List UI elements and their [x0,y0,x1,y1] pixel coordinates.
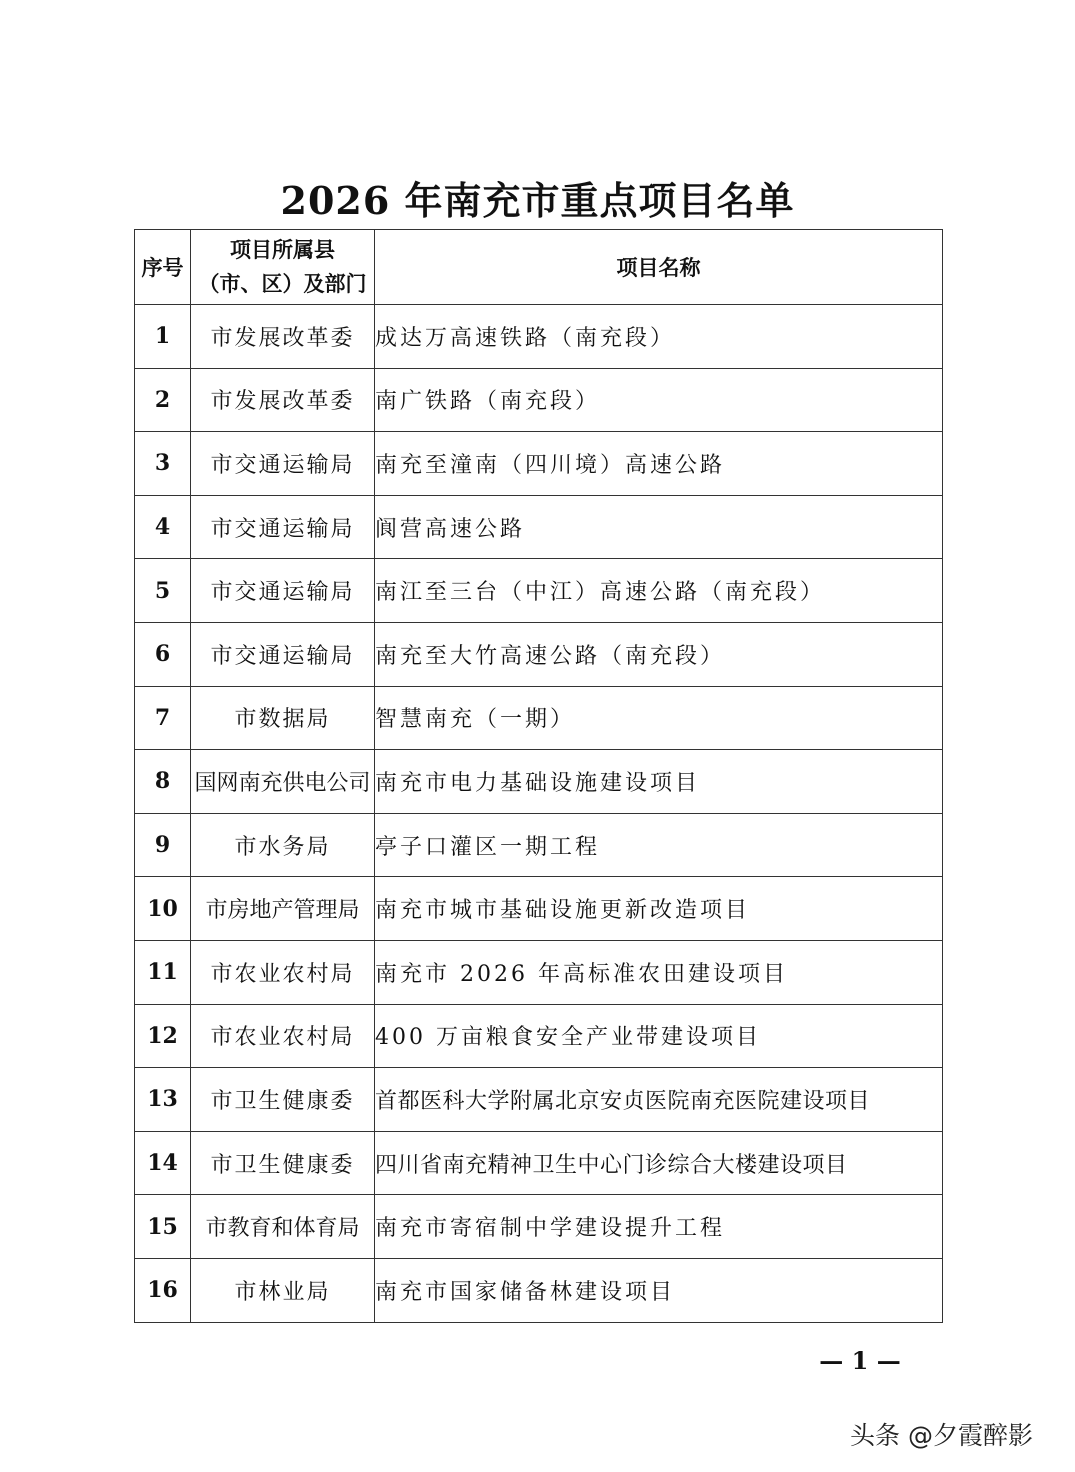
row-project-name: 南充市寄宿制中学建设提升工程 [375,1195,943,1259]
row-serial-number: 12 [135,1004,191,1068]
table-row [135,432,943,496]
table-row [135,495,943,559]
row-project-name: 南充市 2026 年高标准农田建设项目 [375,940,943,1004]
row-serial-number: 16 [135,1258,191,1322]
watermark-text: 头条 @夕霞醉影 [850,1421,1033,1450]
row-department: 市数据局 [191,686,375,750]
table-row [135,686,943,750]
header-department-line2: （市、区）及部门 [198,272,367,296]
row-department: 市房地产管理局 [191,877,375,941]
page-number: — 1 — [819,1346,901,1375]
table-row [135,940,943,1004]
row-project-name: 南充市城市基础设施更新改造项目 [375,877,943,941]
row-department: 市交通运输局 [191,622,375,686]
row-serial-number: 3 [135,432,191,496]
table-row [135,1004,943,1068]
row-project-name: 四川省南充精神卫生中心门诊综合大楼建设项目 [375,1131,943,1195]
row-serial-number: 1 [135,305,191,369]
row-serial-number: 15 [135,1195,191,1259]
row-department: 市卫生健康委 [191,1131,375,1195]
row-serial-number: 13 [135,1068,191,1132]
row-department: 市农业农村局 [191,1004,375,1068]
row-department: 市发展改革委 [191,368,375,432]
row-department: 市林业局 [191,1258,375,1322]
row-project-name: 南充市国家储备林建设项目 [375,1258,943,1322]
row-project-name: 南江至三台（中江）高速公路（南充段） [375,559,943,623]
row-serial-number: 10 [135,877,191,941]
row-department: 市农业农村局 [191,940,375,1004]
row-serial-number: 5 [135,559,191,623]
row-project-name: 阆营高速公路 [375,495,943,559]
table-row [135,1068,943,1132]
row-project-name: 南充至潼南（四川境）高速公路 [375,432,943,496]
row-serial-number: 8 [135,750,191,814]
document-title: 2026 年南充市重点项目名单 [280,178,795,223]
row-serial-number: 14 [135,1131,191,1195]
row-project-name: 南充至大竹高速公路（南充段） [375,622,943,686]
row-serial-number: 2 [135,368,191,432]
row-department: 市交通运输局 [191,495,375,559]
header-department-line1: 项目所属县 [230,238,335,262]
row-department: 市交通运输局 [191,559,375,623]
table-row [135,1131,943,1195]
row-project-name: 400 万亩粮食安全产业带建设项目 [375,1004,943,1068]
row-department: 市水务局 [191,813,375,877]
table-row [135,305,943,369]
table-row [135,877,943,941]
table-row [135,1195,943,1259]
row-department: 市交通运输局 [191,432,375,496]
row-serial-number: 6 [135,622,191,686]
row-project-name: 成达万高速铁路（南充段） [375,305,943,369]
table-row [135,622,943,686]
table-row [135,813,943,877]
row-serial-number: 7 [135,686,191,750]
row-department: 市卫生健康委 [191,1068,375,1132]
table-row [135,750,943,814]
header-serial-number: 序号 [135,230,191,305]
header-department [191,230,375,305]
row-department: 市教育和体育局 [191,1195,375,1259]
table-row [135,1258,943,1322]
project-table [134,229,943,1323]
row-project-name: 南充市电力基础设施建设项目 [375,750,943,814]
row-project-name: 亭子口灌区一期工程 [375,813,943,877]
row-department: 国网南充供电公司 [191,750,375,814]
row-project-name: 智慧南充（一期） [375,686,943,750]
table-header-row [135,230,943,305]
row-serial-number: 11 [135,940,191,1004]
row-serial-number: 9 [135,813,191,877]
row-serial-number: 4 [135,495,191,559]
row-department: 市发展改革委 [191,305,375,369]
row-project-name: 首都医科大学附属北京安贞医院南充医院建设项目 [375,1068,943,1132]
header-project-name: 项目名称 [375,230,943,305]
table-row [135,368,943,432]
row-project-name: 南广铁路（南充段） [375,368,943,432]
table-row [135,559,943,623]
